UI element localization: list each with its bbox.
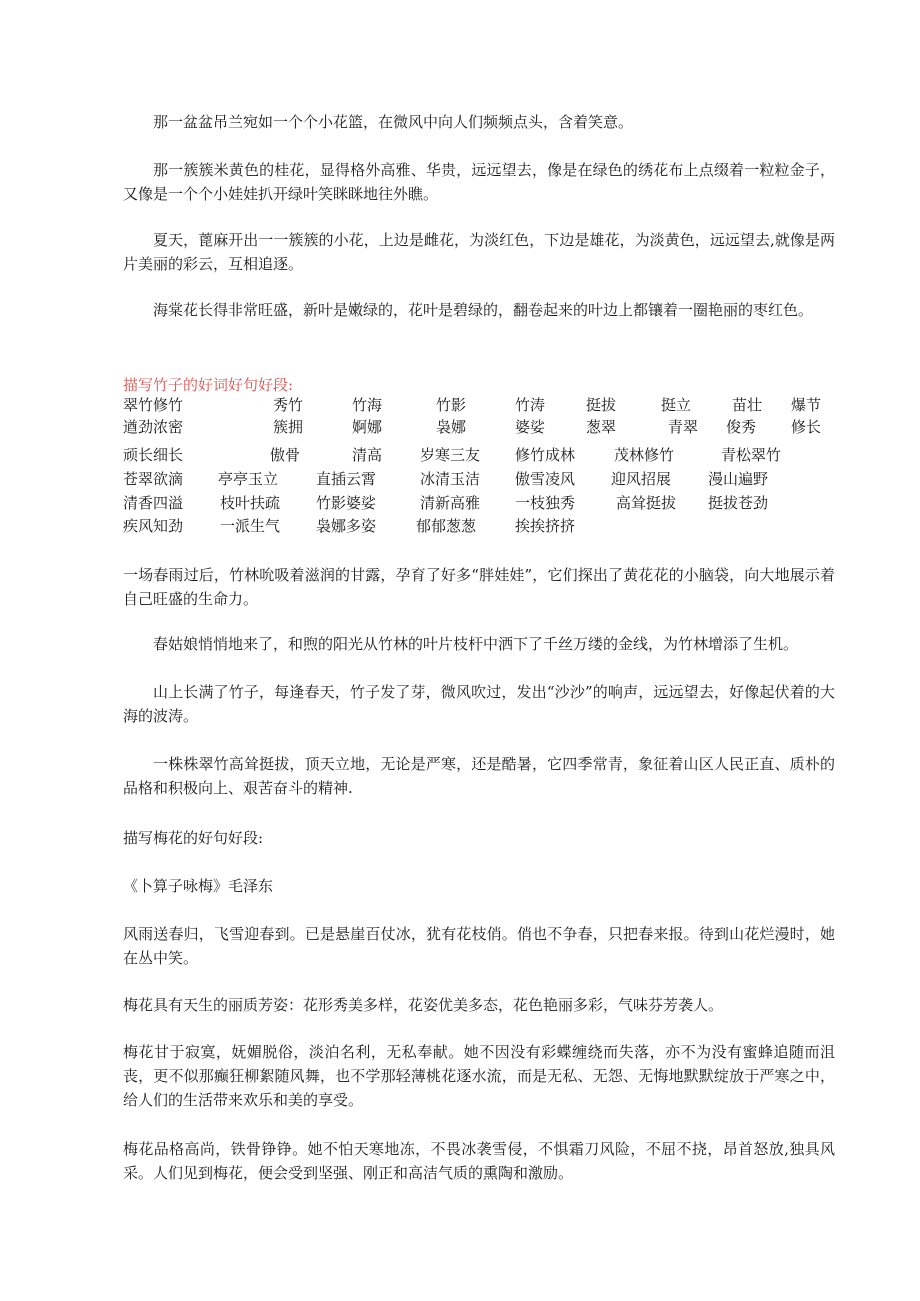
word: 挺拔苍劲 [708,494,769,512]
paragraph-bamboo-green: 一株株翠竹高耸挺拔，顶天立地，无论是严寒，还是酷暑，它四季常青，象征着山区人民正直、质朴的品格和积极向上、艰苦奋斗的精神. [123,755,835,797]
word-row [123,515,843,537]
word: 青松翠竹 [721,446,782,464]
word: 郁郁葱葱 [416,517,477,535]
word: 簇拥 [273,418,304,436]
word: 茂林修竹 [614,446,675,464]
word: 竹影 [436,396,467,414]
word-row [123,492,843,514]
word: 挺拔 [586,396,617,414]
word: 直插云霄 [316,470,377,488]
word: 迎风招展 [611,470,672,488]
word: 葱翠 [586,418,617,436]
word: 苗壮 [732,396,763,414]
paragraph-plum-lonely: 梅花甘于寂寞，妩媚脱俗，淡泊名利，无私奉献。她不因没有彩蝶缠绕而失落，亦不为没有蜜蜂追随而沮丧，更不似那癫狂柳絮随风舞，也不学那轻薄桃花逐水流，而是无私、无怨、无悔地默默绽放于严寒之中，给人们的生活带来欢乐和美的享受。 [123,1043,835,1109]
word: 挺立 [661,396,692,414]
word: 婀娜 [352,418,383,436]
word: 高耸挺拔 [616,494,677,512]
word: 竹涛 [515,396,546,414]
paragraph-bamboo-rain: 一场春雨过后，竹林吮吸着滋润的甘露，孕育了好多“胖娃娃”，它们探出了黄花花的小脑袋，向大地展示着自己旺盛的生命力。 [123,566,835,608]
word: 俊秀 [726,418,757,436]
word: 亭亭玉立 [218,470,279,488]
bamboo-heading: 描写竹子的好词好句好段: [123,376,294,394]
word: 清新高雅 [420,494,481,512]
word: 漫山遍野 [708,470,769,488]
word: 修长 [791,418,822,436]
plum-heading: 描写梅花的好句好段: [123,829,264,847]
paragraph-diaolan: 那一盆盆吊兰宛如一个个小花篮，在微风中向人们频频点头，含着笑意。 [153,113,634,131]
word: 秀竹 [273,396,304,414]
word: 竹海 [352,396,383,414]
paragraph-plum-poem: 风雨送春归，飞雪迎春到。已是悬崖百仗冰，犹有花枝俏。俏也不争春，只把春来报。待到山花烂漫时，她在丛中笑。 [123,925,835,967]
word-row [123,394,843,416]
word: 婆娑 [515,418,546,436]
plum-poem-title: 《卜算子咏梅》毛泽东 [123,877,274,895]
word: 遒劲浓密 [123,418,184,436]
word: 竹影婆娑 [316,494,377,512]
word: 傲骨 [270,446,301,464]
word: 傲雪凌风 [515,470,576,488]
word: 爆节 [791,396,822,414]
paragraph-plum-beauty: 梅花具有天生的丽质芳姿：花形秀美多样，花姿优美多态，花色艳丽多彩，气味芬芳袭人。 [123,996,724,1014]
word: 翠竹修竹 [123,396,184,414]
paragraph-guihua: 那一簇簇米黄色的桂花，显得格外高雅、华贵，远远望去，像是在绿色的绣花布上点缀着一粒粒金子，又像是一个个小娃娃扒开绿叶笑眯眯地往外瞧。 [123,161,835,203]
word: 一枝独秀 [515,494,576,512]
word-row [123,468,843,490]
paragraph-haitang: 海棠花长得非常旺盛，新叶是嫩绿的，花叶是碧绿的，翻卷起来的叶边上都镶着一圈艳丽的枣红色。 [153,301,814,319]
word: 枝叶扶疏 [220,494,281,512]
word-row [123,444,843,466]
word-row [123,416,843,438]
word: 清高 [352,446,383,464]
word: 冰清玉洁 [420,470,481,488]
paragraph-bamboo-spring: 春姑娘悄悄地来了，和煦的阳光从竹林的叶片枝杆中洒下了千丝万缕的金线，为竹林增添了生机。 [153,635,799,653]
word: 岁寒三友 [420,446,481,464]
paragraph-bima: 夏天，蓖麻开出一一簇簇的小花，上边是雌花，为淡红色，下边是雄花，为淡黄色，远远望去,就像是两片美丽的彩云，互相追逐。 [123,231,835,273]
word: 清香四溢 [123,494,184,512]
paragraph-plum-character: 梅花品格高尚，铁骨铮铮。她不怕天寒地冻，不畏冰袭雪侵，不惧霜刀风险，不屈不挠，昂首怒放,独具风采。人们见到梅花，便会受到坚强、刚正和高洁气质的熏陶和激励。 [123,1140,835,1182]
word: 袅娜 [436,418,467,436]
paragraph-bamboo-mountain: 山上长满了竹子，每逢春天，竹子发了芽，微风吹过，发出“沙沙”的响声，远远望去，好像起伏着的大海的波涛。 [123,683,835,725]
word: 顽长细长 [123,446,184,464]
word: 疾风知劲 [123,517,184,535]
word: 袅娜多姿 [316,517,377,535]
word: 挨挨挤挤 [515,517,576,535]
word: 修竹成林 [515,446,576,464]
word: 苍翠欲滴 [123,470,184,488]
word: 一派生气 [220,517,281,535]
word: 青翠 [668,418,699,436]
